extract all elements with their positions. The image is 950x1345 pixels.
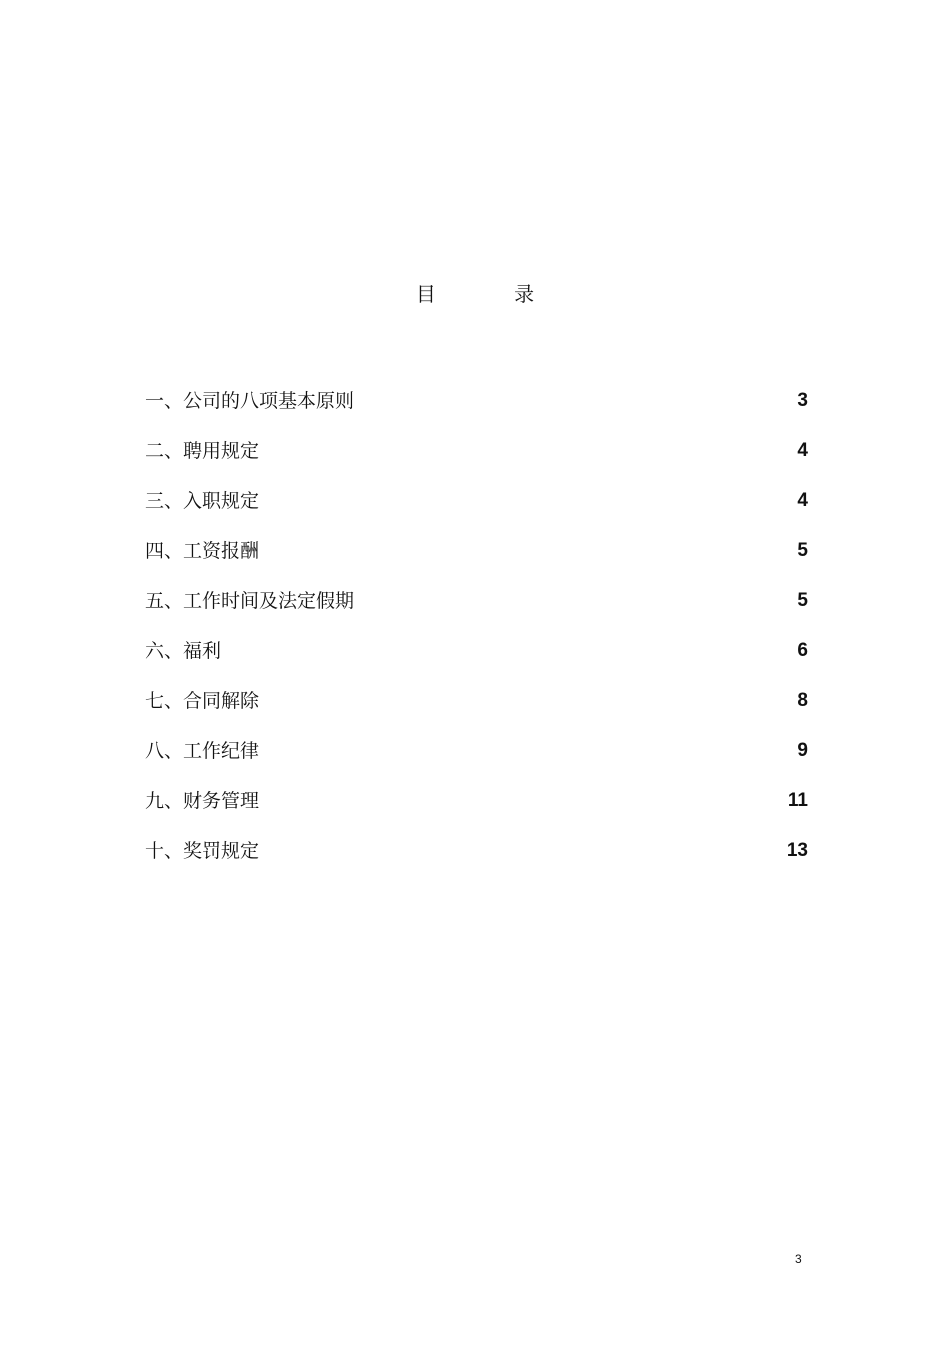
footer-page-number: 3: [795, 1252, 802, 1266]
toc-list: [145, 376, 810, 876]
toc-entry[interactable]: [145, 626, 810, 676]
toc-leader-dots: [261, 537, 750, 565]
toc-entry-label: 十、奖罚规定: [145, 840, 260, 862]
toc-leader-dots: [356, 387, 750, 415]
toc-entry-label: 七、合同解除: [145, 690, 260, 712]
toc-entry[interactable]: [145, 376, 810, 426]
toc-entry[interactable]: [145, 576, 810, 626]
toc-entry-page: 8: [797, 690, 808, 711]
toc-entry[interactable]: [145, 826, 810, 876]
toc-entry-label: 一、公司的八项基本原则: [145, 390, 355, 412]
toc-entry-label: 五、工作时间及法定假期: [145, 590, 355, 612]
toc-entry[interactable]: [145, 426, 810, 476]
toc-leader-dots: [261, 487, 750, 515]
toc-entry-page: 6: [797, 640, 808, 661]
toc-leader-dots: [261, 437, 750, 465]
toc-leader-dots: [356, 587, 750, 615]
toc-entry[interactable]: [145, 526, 810, 576]
toc-entry[interactable]: [145, 476, 810, 526]
toc-entry-page: 5: [797, 540, 808, 561]
toc-leader-dots: [261, 687, 750, 715]
toc-entry-page: 3: [797, 390, 808, 411]
toc-entry[interactable]: [145, 676, 810, 726]
toc-title: 目 录: [415, 282, 571, 306]
toc-entry-page: 5: [797, 590, 808, 611]
toc-entry-label: 三、入职规定: [145, 490, 260, 512]
toc-entry-page: 9: [797, 740, 808, 761]
toc-leader-dots: [223, 637, 750, 665]
toc-entry-label: 九、财务管理: [145, 790, 260, 812]
toc-entry-label: 四、工资报酬: [145, 540, 260, 562]
toc-entry[interactable]: [145, 726, 810, 776]
toc-leader-dots: [261, 787, 746, 815]
toc-leader-dots: [261, 737, 750, 765]
toc-entry[interactable]: [145, 776, 810, 826]
toc-leader-dots: [261, 837, 746, 865]
toc-entry-label: 二、聘用规定: [145, 440, 260, 462]
toc-entry-page: 13: [786, 840, 808, 861]
toc-entry-label: 八、工作纪律: [145, 740, 260, 762]
toc-entry-label: 六、福利: [145, 640, 222, 662]
toc-entry-page: 11: [787, 790, 808, 811]
toc-entry-page: 4: [797, 440, 808, 461]
toc-entry-page: 4: [797, 490, 808, 511]
